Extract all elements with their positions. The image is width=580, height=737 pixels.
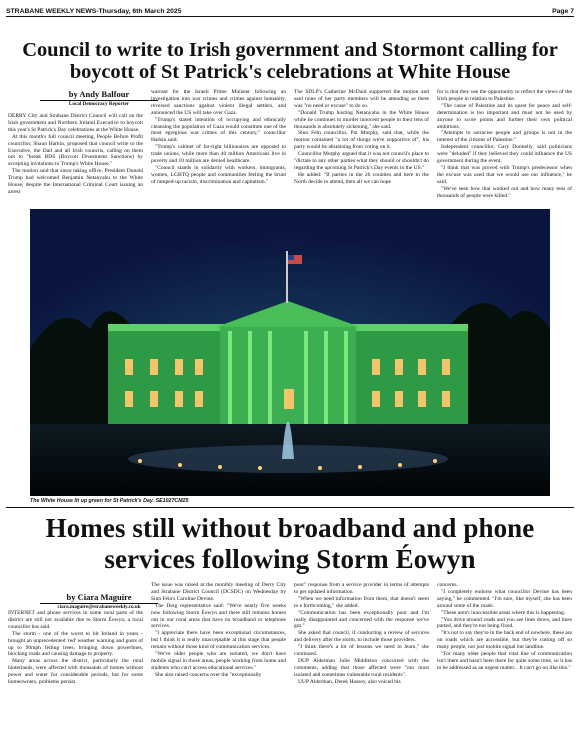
paragraph: Sinn Féin councillor, Pat Murphy, said that, while the motion contained "a lot of things we're supportive of", his party would be abstaining from voting on it.	[294, 130, 429, 151]
paragraph: "You drive around roads and you see lines down, and lines parted, and they're not being fixed.	[437, 616, 572, 630]
story2-column-3	[294, 582, 429, 732]
paragraph: warrant for the Israeli Prime Minister following an investigation into war crimes and crimes against humanity, reversed sanctions against violent illegal settlers, and announced the US will take over Gaza.	[151, 89, 286, 116]
paragraph: "I completely endorse what councillor Devine has been saying," he commented. "I'm sure, like myself, she has been around some of the roads.	[437, 588, 572, 609]
paragraph: "I think that was proved with Trump's predecessor when the excuse was used that we would use our influence," he said.	[437, 164, 572, 185]
paragraph: Councillor Murphy argued that it was not council's place to "dictate to any other parties what they should or shouldn't do regarding the upcoming St Patrick's Day events in the US."	[294, 151, 429, 171]
story1-column-1	[8, 89, 143, 207]
portico	[220, 327, 356, 424]
paragraph: UUP Alderman, Derek Hussey, also voiced his	[298, 678, 401, 685]
paragraph: "We've seen how that worked out and how many tens of thousands of people were killed."	[437, 185, 572, 199]
paragraph: Many areas across the district, particularly the rural hinterlands, were affected with thousands of homes without power and water for considerable periods, but for some homeowners, problems persist.	[8, 658, 143, 686]
paragraph: He added: "If parties in the 26 counties and here in the North decide to attend, then all we can hope	[294, 171, 429, 185]
story2-column-1	[8, 582, 143, 732]
paragraph: "The cause of Palestine and its quest for peace and self-determination is too important and must not be used by anyone to score points and further their own political ambitions.	[437, 102, 572, 130]
paragraph: The Derg representative said: "We're nearly five weeks now following Storm Éowyn and there still remains homes out in our rural areas that have no broadband or telephone services.	[151, 602, 286, 630]
paragraph: Independent councillor, Gary Donnelly, said politicians were "deluded" if they believed they could influence the US government during the event.	[437, 144, 572, 165]
masthead	[6, 3, 574, 15]
paragraph: "I think there's a lot of lessons we need to learn," she continued.	[294, 644, 429, 658]
story1-headline: Council to write to Irish government and Stormont calling for boycott of St Patrick's celebrations at White House	[22, 39, 558, 83]
paragraph: DERRY City and Strabane District Council will call on the Irish government and Northern Ireland Executive to boycott this year's St Patrick's Day celebrations at the White House.	[8, 113, 143, 133]
flagpole	[286, 251, 288, 303]
story1-body	[8, 89, 572, 207]
paragraph: "I appreciate there have been exceptional circumstances, but I think it is really unacceptable at this stage that people remain without those kind of communication services.	[151, 630, 286, 651]
white-house-photo	[30, 209, 550, 496]
paragraph: poor" response from a service provider in terms of attempts to get updated information.	[294, 582, 429, 595]
story2-column-4	[437, 582, 572, 732]
story1-column-2	[151, 89, 286, 207]
paragraph: "For many older people that vital line of communication isn't there and hasn't been there for quite some time, so it has to be addressed as an urgent matter... It can't go on like this."	[437, 651, 572, 671]
paragraph: INTERNET and phone services in some rural parts of the district are still not available due to Storm Éowyn, a local councillor has said.	[8, 610, 143, 630]
paragraph: concerns.	[437, 582, 458, 588]
paragraph: The motion said that since taking office, President Donald Trump had welcomed Benjamin Netanyahu to the White House, despite the International Criminal Court issuing an arrest	[8, 168, 143, 195]
masthead-title: STRABANE WEEKLY NEWS-Thursday, 6th March 2025	[6, 8, 182, 15]
paragraph: The SDLP's Catherine McDaid supported the motion and said none of her party members will be attending as there was "no need or excuse" to do so.	[294, 89, 429, 109]
paragraph: At this month's full council meeting, People Before Profit councillor, Shaun Harkin, proposed that council write to the Executive, the Dail and all Irish councils, calling on them not to "break BDS (Boycott Divestment Sanctions) by accepting invitations to Trump's White House."	[8, 133, 143, 168]
paragraph: She also raised concerns over the "exceptionally	[155, 671, 262, 678]
paragraph: "Attempts to ostracise people and groups is not in the interest of the citizens of Palestine."	[437, 130, 572, 144]
paragraph: "Trump's stated intention of occupying and ethnically cleansing the population of Gaza would constitute one of the most egregious war crimes of this century," councillor Harkin said.	[151, 116, 286, 144]
story2-headline: Homes still without broadband and phone services following Storm Éowyn	[45, 513, 535, 574]
page-number: Page 7	[552, 8, 574, 15]
paragraph: "We've older people who are isolated, we don't have mobile signal in those areas, people working from home and students who can't access educational services."	[151, 651, 286, 671]
white-house-illustration	[30, 209, 550, 496]
story2-body	[8, 582, 572, 732]
story1-author: by Andy Balfour	[68, 89, 130, 99]
paragraph: "It's not to say they're in the back end of nowhere, these are on roads which are accessible, but they're cutting off so many people, not just mobile signal but landline.	[437, 630, 572, 651]
paragraph: "Communication has been exceptionally poor and I'm really disappointed and concerned with the response we've got."	[294, 609, 429, 630]
paragraph: "Trump's cabinet of far-right billionaires are opposed to trade unions, while more than 40 million Americans live in poverty and 10 million are denied healthcare.	[151, 144, 286, 165]
paragraph: "Council stands in solidarity with workers, immigrants, women, LGBTQ people and communities feeling the brunt of ramped-up racism, discrimination and capitalism."	[151, 164, 286, 185]
paragraph: "Donald Trump hosting Netanyahu in the White House while he continues to murder innocent people in their tens of thousands is absolutely sickening," she said.	[294, 109, 429, 130]
story2-author: by Ciara Maguire	[66, 592, 132, 602]
story2-column-2	[151, 582, 286, 732]
paragraph: "When we need information from them, that doesn't seem to e forthcoming," she added.	[294, 595, 429, 609]
paragraph: She asked that council, if conducting a review of services and delivery after the storm, to include those providers.	[294, 630, 429, 644]
paragraph: The storm - one of the worst to hit Ireland in years - brought an unprecedented 'red' weather warning and gusts of up to 90mph felling trees, bringing down powerlines, blocking roads and causing damage to property.	[8, 630, 143, 658]
paragraph: DUP Alderman Julie Middleton concurred with the comments, adding that those affected were "our most isolated and sometimes vulnerable rural residents".	[294, 657, 429, 678]
masthead-rule	[6, 16, 574, 17]
story1-author-role: Local Democracy Reporter	[40, 100, 158, 108]
story2-author-email: ciara.maguire@strabaneweekly.co.uk	[40, 603, 158, 611]
story-divider	[6, 507, 574, 508]
story1-column-3	[294, 89, 429, 207]
paragraph: for is that they use the opportunity to reflect the views of the Irish people in relation to Palestine.	[437, 89, 572, 102]
paragraph: "These aren't inaccessible areas where this is happening.	[441, 609, 566, 616]
photo-caption: The White House lit up green for St Patrick's Day. SE1027CM25	[30, 498, 189, 504]
paragraph: The issue was raised at the monthly meeting of Derry City and Strabane District Council (DCSDC) on Wednesday by Sinn Féin's Caroline Devine.	[151, 582, 286, 602]
story1-column-4	[437, 89, 572, 207]
